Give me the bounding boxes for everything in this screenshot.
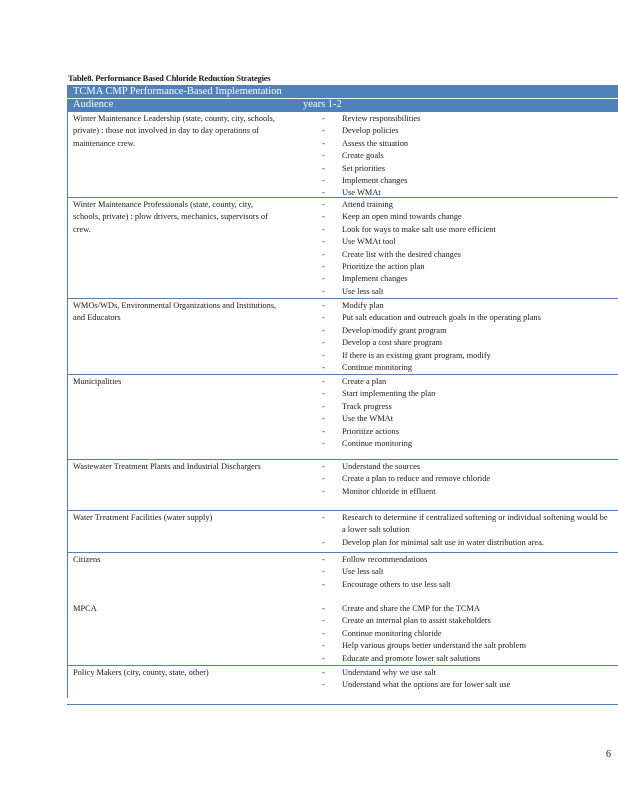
table-row <box>67 375 618 460</box>
list-item: - Educate and promote lower salt solutions <box>322 653 612 665</box>
list-item: - Look for ways to make salt use more efficient <box>322 224 612 236</box>
strategy-list <box>322 113 612 200</box>
list-item: - Prioritize actions <box>322 426 612 438</box>
table-row <box>67 299 618 375</box>
list-item: - Understand what the options are for lower salt use <box>322 679 612 691</box>
list-item: - Create a plan <box>322 376 612 388</box>
list-item: - If there is an existing grant program, modify <box>322 350 612 362</box>
list-item: - Create goals <box>322 150 612 162</box>
list-item: - Use less salt <box>322 566 612 578</box>
list-item: - Develop policies <box>322 125 612 137</box>
audience-cell-mpca: MPCA <box>73 604 97 613</box>
strategy-list <box>322 554 612 591</box>
audience-cell: Policy Makers (city, county, state, other) <box>73 668 209 677</box>
table-header <box>67 85 618 112</box>
list-item: - Set priorities <box>322 163 612 175</box>
list-item: - Implement changes <box>322 175 612 187</box>
header-divider <box>67 98 618 99</box>
list-item: - Create list with the desired changes <box>322 249 612 261</box>
list-item: - Use WMAt tool <box>322 236 612 248</box>
list-item: - Keep an open mind towards change <box>322 211 612 223</box>
list-item: - Assess the situation <box>322 138 612 150</box>
strategy-list <box>322 199 612 298</box>
list-item: - Help various groups better understand the salt problem <box>322 640 612 652</box>
strategy-list <box>322 376 612 450</box>
list-item: - Prioritize the action plan <box>322 261 612 273</box>
list-item: - Develop plan for minimal salt use in water distribution area. <box>322 537 612 549</box>
list-item: - Put salt education and outreach goals in the operating plans <box>322 312 612 324</box>
strategy-list <box>322 461 612 498</box>
list-item: - Track progress <box>322 401 612 413</box>
list-item: - Modify plan <box>322 300 612 312</box>
list-item: - Create and share the CMP for the TCMA <box>322 603 612 615</box>
audience-cell: Wastewater Treatment Plants and Industrial Dischargers <box>73 462 261 471</box>
list-item: - Monitor chloride in effluent <box>322 486 612 498</box>
list-item: - Use less salt <box>322 286 612 298</box>
audience-cell: Winter Maintenance Professionals (state, county, city, schools, private) : plow drivers, mechanics, supervisors of crew. <box>73 200 268 234</box>
header-audience: Audience <box>73 99 114 110</box>
table-row <box>67 511 618 553</box>
header-years: years 1-2 <box>303 99 342 110</box>
list-item: - Attend training <box>322 199 612 211</box>
list-item: - Continue monitoring <box>322 438 612 450</box>
header-title: TCMA CMP Performance-Based Implementation <box>73 86 282 97</box>
list-item: - Implement changes <box>322 273 612 285</box>
table-row <box>67 666 618 705</box>
table-row <box>67 460 618 511</box>
audience-cell: Citizens <box>73 555 101 564</box>
strategy-list <box>322 667 612 692</box>
table-row <box>67 198 618 299</box>
table-row <box>67 553 618 666</box>
list-item: - Develop a cost share program <box>322 337 612 349</box>
list-item: - Create an internal plan to assist stakeholders <box>322 615 612 627</box>
table-caption: Table8. Performance Based Chloride Reduction Strategies <box>68 73 271 83</box>
strategy-list <box>322 603 612 665</box>
list-item: - Follow recommendations <box>322 554 612 566</box>
list-item: - Create a plan to reduce and remove chloride <box>322 473 612 485</box>
list-item: - Research to determine if centralized softening or individual softening would be a lower salt solution <box>322 512 612 537</box>
table-left-border <box>67 112 68 698</box>
list-item: - Encourage others to use less salt <box>322 579 612 591</box>
list-item: - Continue monitoring chloride <box>322 628 612 640</box>
table-row <box>67 112 618 198</box>
list-item: - Understand the sources <box>322 461 612 473</box>
audience-cell: Water Treatment Facilities (water supply) <box>73 513 213 522</box>
list-item: - Understand why we use salt <box>322 667 612 679</box>
list-item: - Use WMAt <box>322 187 612 199</box>
list-item: - Develop/modify grant program <box>322 325 612 337</box>
list-item: - Review responsibilities <box>322 113 612 125</box>
strategy-list <box>322 512 612 549</box>
audience-cell: WMOs/WDs, Environmental Organizations and Institutions, and Educators <box>73 301 277 323</box>
list-item: - Use the WMAt <box>322 413 612 425</box>
list-item: - Continue monitoring <box>322 362 612 374</box>
list-item: - Start implementing the plan <box>322 388 612 400</box>
audience-cell: Winter Maintenance Leadership (state, county, city, schools, private) : those not involved in day to day operations of maintenance crew. <box>73 114 275 148</box>
strategy-list <box>322 300 612 374</box>
audience-cell: Municipalities <box>73 377 122 386</box>
page-number: 6 <box>606 749 611 760</box>
strategy-table <box>67 85 618 705</box>
